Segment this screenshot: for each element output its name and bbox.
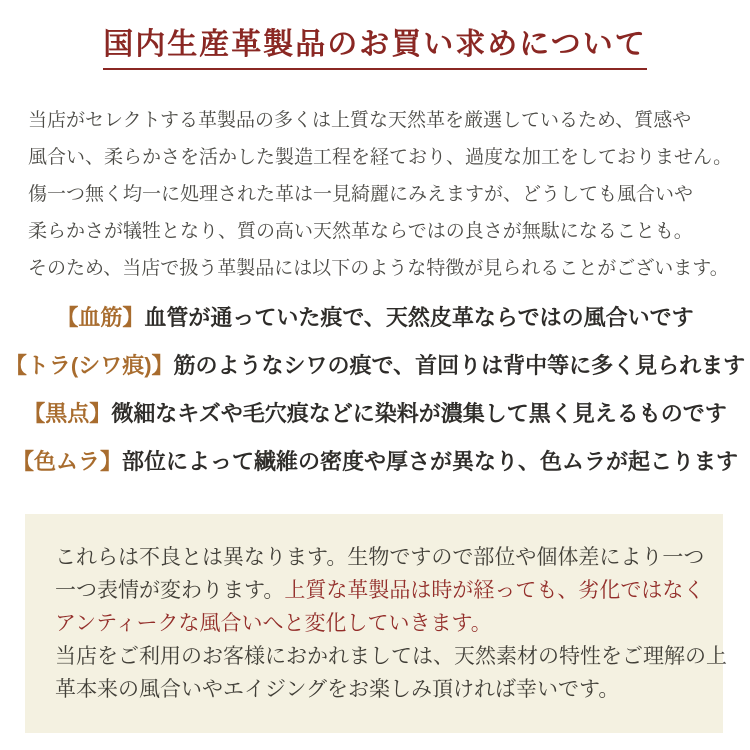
note-text: 当店をご利用のお客様におかれましては、天然素材の特性をご理解の上 [55, 643, 727, 668]
feature-list [0, 303, 750, 477]
feature-label: 【血筋】 [56, 304, 145, 330]
feature-item-kokuten [0, 399, 750, 429]
feature-text: 微細なキズや毛穴痕などに染料が濃集して黒く見えるものです [111, 400, 727, 426]
note-text: これらは不良とは異なります。生物ですので部位や個体差により一つ [55, 544, 705, 569]
feature-label: 【黒点】 [23, 400, 112, 426]
note-box [25, 514, 727, 733]
note-line-3 [55, 607, 693, 640]
intro-line-2: 風合い、柔らかさを活かした製造工程を経ており、過度な加工をしておりません。 [28, 146, 733, 168]
note-line-5 [55, 673, 693, 706]
intro-line-1: 当店がセレクトする革製品の多くは上質な天然革を厳選しているため、質感や [28, 109, 692, 131]
intro-line-3: 傷一つ無く均一に処理された革は一見綺麗にみえますが、どうしても風合いや [28, 183, 694, 205]
feature-label: 【色ムラ】 [11, 448, 122, 474]
note-text-highlight: アンティークな風合いへと変化していきます。 [55, 610, 492, 635]
intro-line-4: 柔らかさが犠牲となり、質の高い天然革ならではの良さが無駄になることも。 [28, 220, 693, 242]
feature-text: 血管が通っていた痕で、天然皮革ならではの風合いです [144, 304, 694, 330]
note-line-4 [55, 640, 727, 673]
feature-item-iromura [0, 447, 750, 477]
note-text-highlight: 上質な革製品は時が経っても、劣化ではなく [284, 577, 705, 602]
feature-item-chisuji [0, 303, 750, 333]
feature-text: 部位によって繊維の密度や厚さが異なり、色ムラが起こります [122, 448, 739, 474]
note-text: 革本来の風合いやエイジングをお楽しみ頂ければ幸いです。 [55, 676, 620, 701]
feature-label: 【トラ(シワ痕)】 [4, 352, 174, 378]
page-title: 国内生産革製品のお買い求めについて [103, 26, 646, 70]
intro-paragraph [28, 102, 733, 287]
intro-line-5: そのため、当店で扱う革製品には以下のような特徴が見られることがございます。 [28, 257, 729, 279]
feature-text: 筋のようなシワの痕で、首回りは背中等に多く見られます [173, 352, 746, 378]
note-text: 一つ表情が変わります。 [55, 577, 285, 602]
feature-item-tora [0, 351, 750, 381]
note-line-1 [55, 541, 705, 574]
page-title-wrap [0, 0, 750, 70]
note-line-2 [55, 574, 705, 607]
